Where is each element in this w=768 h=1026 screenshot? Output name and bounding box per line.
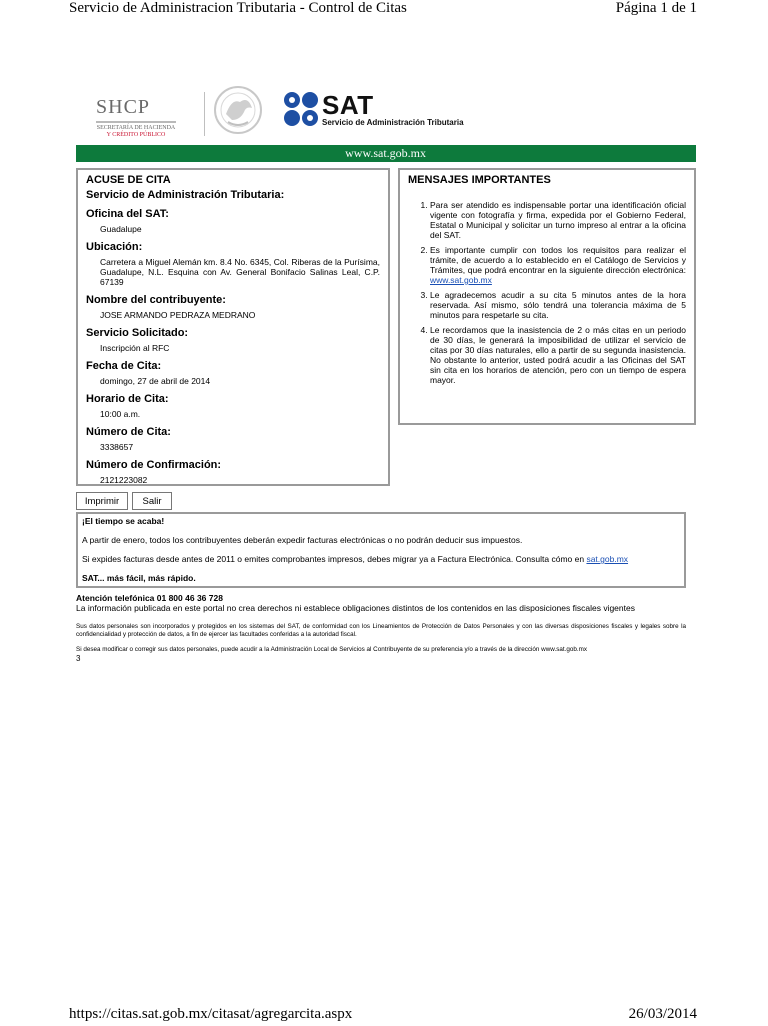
- field-value: 10:00 a.m.: [100, 409, 141, 419]
- field-label: Servicio Solicitado:: [86, 327, 189, 339]
- notice-link[interactable]: sat.gob.mx: [586, 554, 629, 564]
- site-banner: [76, 145, 696, 162]
- shcp-logo-line2: Y CRÉDITO PÚBLICO: [106, 132, 166, 138]
- exit-button[interactable]: Salir: [132, 492, 172, 510]
- field-value: domingo, 27 de abril de 2014: [100, 376, 211, 386]
- field-label: Número de Cita:: [86, 426, 171, 438]
- field-label: Nombre del contribuyente:: [86, 294, 226, 306]
- page-footer: [76, 593, 686, 663]
- print-footer-date: 26/03/2014: [628, 1006, 697, 1022]
- mexico-seal-icon: [210, 84, 266, 136]
- shcp-logo-text: SHCP: [96, 96, 151, 118]
- field-value: JOSE ARMANDO PEDRAZA MEDRANO: [100, 310, 256, 320]
- site-banner-url: www.sat.gob.mx: [345, 146, 426, 160]
- print-header: [69, 0, 697, 20]
- messages-panel: [398, 168, 696, 425]
- messages-title: MENSAJES IMPORTANTES: [408, 174, 551, 186]
- privacy-text-2: Si desea modificar o corregir sus datos personales, puede acudir a la Administración Local de Servicios al Contribuyente de su preferencia y/o a través de la dirección www.sat.gob.mx: [76, 646, 588, 653]
- shcp-logo: [96, 96, 196, 139]
- field-value: 3338657: [100, 442, 134, 452]
- phone-info: Atención telefónica 01 800 46 36 728: [76, 593, 223, 603]
- acuse-title: ACUSE DE CITA: [86, 174, 171, 186]
- sat-dots-icon: [282, 90, 320, 128]
- notice-paragraph-1: A partir de enero, todos los contribuyentes deberán expedir facturas electrónicas o no podrán deducir sus impuestos.: [82, 535, 523, 545]
- message-item: 4. Le recordamos que la inasistencia de 2 o más citas en un periodo de 30 días, le generará la imposibilidad de utilizar el servicio de citas por 30 días naturales, ello a partir de su segunda inasistencia. No obstante lo anterior, usted podrá acudir a las Oficinas del SAT sin cita en los horarios de atención, pero con un tiempo de espera mayor.: [430, 325, 686, 385]
- field-value: 2121223082: [100, 475, 148, 485]
- sat-logo-subtitle: Servicio de Administración Tributaria: [322, 118, 464, 127]
- field-value: Inscripción al RFC: [100, 343, 170, 353]
- print-footer-url: https://citas.sat.gob.mx/citasat/agregarcita.aspx: [69, 1006, 353, 1022]
- print-footer: [69, 1006, 697, 1026]
- notice-paragraph-2: Si expides facturas desde antes de 2011 o emites comprobantes impresos, debes migrar ya a Factura Electrónica. Consulta cómo en sat.gob.mx: [82, 554, 629, 564]
- legal-info: La información publicada en este portal no crea derechos ni establece obligaciones distintos de los contenidos en las disposiciones fiscales vigentes: [76, 603, 635, 613]
- field-label: Fecha de Cita:: [86, 360, 162, 372]
- print-header-page: Página 1 de 1: [615, 0, 697, 16]
- field-label: Oficina del SAT:: [86, 208, 169, 220]
- field-value: Guadalupe: [100, 224, 142, 234]
- message-link[interactable]: www.sat.gob.mx: [430, 275, 492, 285]
- sat-logo: [282, 90, 482, 130]
- field-value: Carretera a Miguel Alemán km. 8.4 No. 6345, Col. Riberas de la Purísima, Guadalupe, N.L. Esquina con Av. General Bonifacio Salinas Leal, C.P. 67139: [100, 257, 380, 287]
- message-item: 2. Es importante cumplir con todos los requisitos para realizar el trámite, de acuerdo a lo establecido en el Catálogo de Servicios y Trámites, que podrá encontrar en la siguiente dirección electrónica: www.sat.gob.mx: [430, 245, 686, 285]
- shcp-logo-line1: SECRETARÍA DE HACIENDA: [96, 125, 176, 131]
- notice-headline: ¡El tiempo se acaba!: [82, 516, 165, 526]
- message-item: 1. Para ser atendido es indispensable portar una identificación oficial vigente con fotografía y firma, expedida por el Gobierno Federal, Estatal o Municipal y solicitar un turno impreso al entrar a la oficina del SAT.: [430, 200, 686, 240]
- notice-tagline: SAT... más fácil, más rápido.: [82, 573, 196, 583]
- print-button[interactable]: Imprimir: [76, 492, 128, 510]
- acuse-org: Servicio de Administración Tributaria:: [86, 189, 285, 201]
- field-label: Número de Confirmación:: [86, 459, 222, 471]
- logo-area: [76, 84, 696, 144]
- privacy-text-1: Sus datos personales son incorporados y protegidos en los sistemas del SAT, de conformidad con los Lineamientos de Protección de Datos Personales y con las diversas disposiciones fiscales y legales sobre la confidencialidad y protección de datos, a fin de ejercer las facultades conferidas a la autoridad fiscal.: [76, 623, 686, 638]
- page-number: 3: [76, 654, 81, 663]
- field-label: Ubicación:: [86, 241, 143, 253]
- field-label: Horario de Cita:: [86, 393, 169, 405]
- logo-divider: [204, 92, 205, 136]
- notice-panel: [76, 512, 686, 588]
- print-header-title: Servicio de Administracion Tributaria - Control de Citas: [69, 0, 407, 16]
- acuse-panel: [76, 168, 390, 486]
- sat-logo-text: SAT: [322, 90, 374, 120]
- messages-list: [408, 200, 686, 385]
- message-item: 3. Le agradecemos acudir a su cita 5 minutos antes de la hora reservada. Así mismo, sólo tendrá una tolerancia máxima de 5 minutos para respetarle su cita.: [430, 290, 686, 320]
